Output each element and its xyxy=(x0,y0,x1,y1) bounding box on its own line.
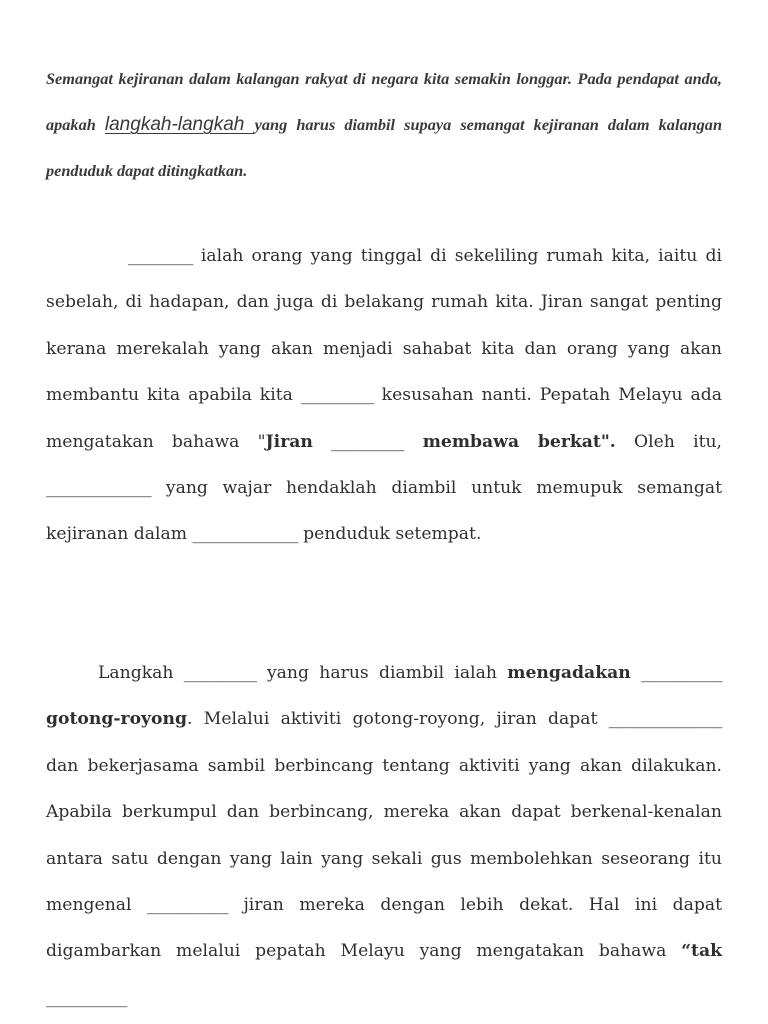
paragraph-step-one xyxy=(46,650,722,1021)
blank: ______________ xyxy=(608,709,722,730)
bold-text: Jiran xyxy=(265,431,313,452)
blank: ________ xyxy=(128,246,193,266)
paragraph-text: yang harus diambil ialah xyxy=(256,663,508,683)
blank: _________ xyxy=(300,385,374,406)
paragraph-text xyxy=(631,663,641,683)
bold-text: membawa berkat". xyxy=(403,431,616,452)
blank: _____________ xyxy=(192,524,298,545)
question-text-part2: yang harus diambil supaya semangat kejiranan dalam kalangan penduduk dapat ditingkatkan. xyxy=(46,115,722,180)
blank: __________ xyxy=(46,987,127,1008)
paragraph-text: ialah orang yang tinggal di sekeliling rumah kita, iaitu di sebelah, di hadapan, dan juga di belakang rumah kita. Jiran sangat penting kerana merekalah yang akan menjadi sahabat kita dan orang yang akan membantu kita apabila kita xyxy=(46,246,722,406)
essay-question xyxy=(46,56,722,194)
paragraph-text: . Melalui aktiviti gotong-royong, jiran dapat xyxy=(187,709,609,730)
paragraph-text: Langkah xyxy=(98,663,184,683)
paragraph-text: kesusahan nanti. Pepatah Melayu ada mengatakan bahawa " xyxy=(46,385,722,452)
blank: _________ xyxy=(331,431,404,452)
paragraph-intro xyxy=(46,233,722,558)
blank: _____________ xyxy=(46,478,152,499)
paragraph-text: jiran mereka dengan lebih dekat. Hal ini dapat digambarkan melalui pepatah Melayu yang mengatakan bahawa xyxy=(46,895,722,962)
blank: _________ xyxy=(183,663,257,683)
bold-text: “tak xyxy=(681,941,722,962)
paragraph-text: yang wajar hendaklah diambil untuk memupuk semangat kejiranan dalam xyxy=(46,478,722,545)
paragraph-text: Oleh itu, xyxy=(615,431,723,452)
blank: __________ xyxy=(641,663,722,683)
paragraph-text: penduduk setempat. xyxy=(297,524,482,545)
paragraph-text: dan bekerjasama sambil berbincang tentang aktiviti yang akan dilakukan. Apabila berkumpul dan berbincang, mereka akan dapat berkenal-kenalan antara satu dengan yang lain yang sekali gus membolehkan seseorang itu mengenal xyxy=(46,755,722,916)
paragraph-text xyxy=(313,432,331,452)
question-highlight: langkah-langkah xyxy=(104,114,255,135)
bold-text: gotong-royong xyxy=(46,709,188,730)
question-text-part1: Semangat kejiranan dalam kalangan rakyat di negara kita semakin longgar. Pada pendapat anda, apakah xyxy=(46,69,722,134)
blank: __________ xyxy=(147,895,228,916)
bold-text: mengadakan xyxy=(507,663,631,683)
